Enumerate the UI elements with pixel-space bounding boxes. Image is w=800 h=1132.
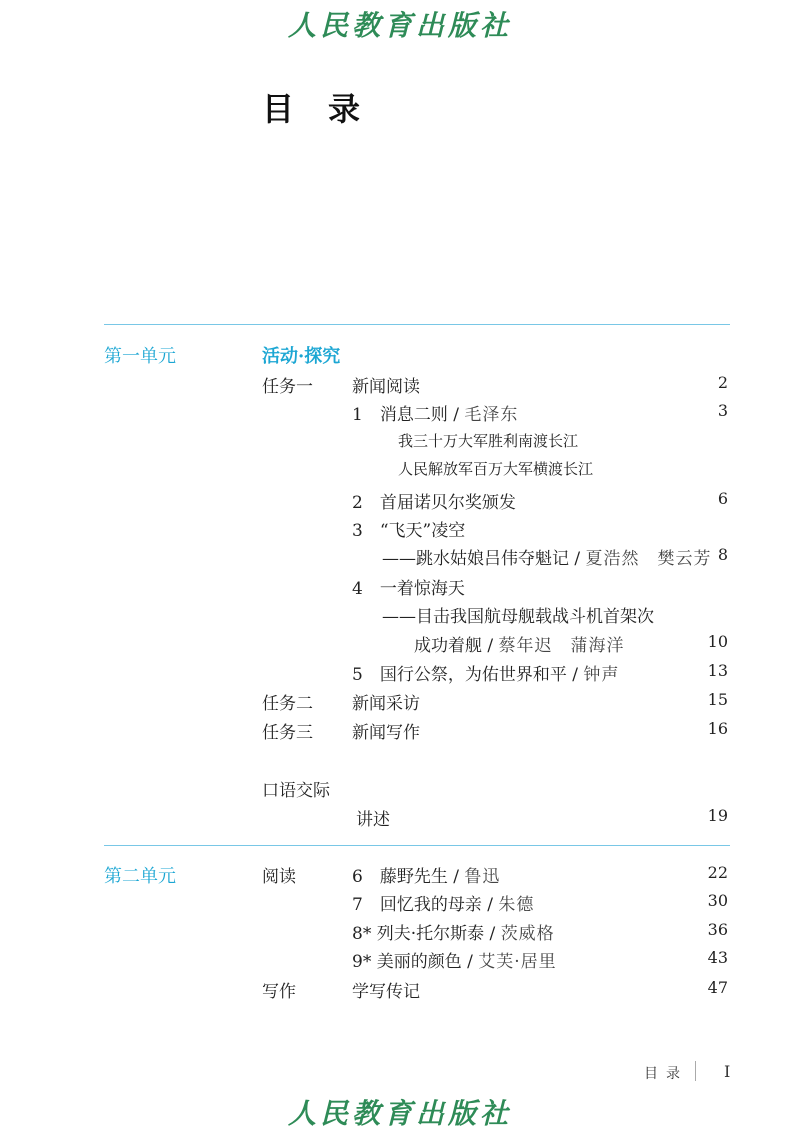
- lesson-author: 钟声: [583, 665, 620, 685]
- lesson-subtitle: ——目击我国航母舰载战斗机首架次: [382, 607, 654, 627]
- task-name: 新闻阅读: [352, 377, 420, 397]
- lesson-title: 国行公祭，为佑世界和平: [379, 665, 567, 685]
- page-number: 2: [717, 373, 728, 392]
- lesson-author: 夏浩然 樊云芳: [585, 549, 712, 569]
- lesson-entry: 5 国行公祭，为佑世界和平 / 钟声: [352, 665, 620, 685]
- lesson-title: 藤野先生: [379, 867, 448, 887]
- task-label: 任务一: [262, 377, 313, 397]
- lesson-author: 蔡年迟 蒲海洋: [498, 636, 625, 656]
- oral-name: 讲述: [356, 810, 390, 830]
- lesson-entry: [352, 516, 465, 541]
- lesson-author: 鲁迅: [464, 867, 501, 887]
- lesson-title: 列夫·托尔斯泰: [376, 924, 485, 944]
- task-name: 新闻采访: [352, 694, 420, 714]
- section-label: 写作: [262, 982, 296, 1002]
- lesson-entry: 1 消息二则 / 毛泽东: [352, 405, 519, 425]
- divider: [104, 324, 730, 325]
- lesson-subtitle: ——跳水姑娘吕伟夺魁记 / 夏浩然 樊云芳: [382, 549, 712, 569]
- page-number: 15: [707, 690, 728, 709]
- page-number: 13: [707, 661, 728, 680]
- lesson-number: 1: [352, 405, 363, 425]
- lesson-author: 茨威格: [500, 924, 555, 944]
- divider: [104, 845, 730, 846]
- lesson-subtitle: 成功着舰 / 蔡年迟 蒲海洋: [414, 636, 625, 656]
- page-number: 10: [707, 632, 728, 651]
- lesson-entry: 8* 列夫·托尔斯泰 / 茨威格: [352, 924, 555, 944]
- lesson-author: 毛泽东: [464, 405, 519, 425]
- lesson-title: “飞天”凌空: [379, 521, 466, 541]
- unit-label: 第二单元: [104, 866, 176, 887]
- footer-page-number: I: [724, 1062, 731, 1081]
- page-number: 43: [707, 948, 728, 967]
- lesson-number: 4: [352, 579, 363, 599]
- lesson-number: 3: [352, 521, 363, 541]
- page-number: 36: [707, 920, 728, 939]
- lesson-title: 消息二则: [379, 405, 448, 425]
- page-number: 19: [707, 806, 728, 825]
- lesson-number: 8*: [352, 924, 372, 944]
- page-number: 6: [717, 489, 728, 508]
- lesson-entry: 7 回忆我的母亲 / 朱德: [352, 895, 535, 915]
- lesson-title: 首届诺贝尔奖颁发: [379, 493, 516, 513]
- lesson-entry: 6 藤野先生 / 鲁迅: [352, 867, 501, 887]
- task-label: 任务三: [262, 723, 313, 743]
- task-name: 新闻写作: [352, 723, 420, 743]
- lesson-entry: [352, 574, 465, 599]
- sub-article: 人民解放军百万大军横渡长江: [398, 460, 594, 478]
- lesson-title: 美丽的颜色: [376, 952, 462, 972]
- publisher-logo-top: 人民教育出版社: [287, 9, 512, 42]
- lesson-number: 5: [352, 665, 363, 685]
- page-number: 16: [707, 719, 728, 738]
- lesson-entry: [352, 488, 516, 513]
- lesson-author: 艾芙·居里: [478, 952, 557, 972]
- lesson-title: 回忆我的母亲: [379, 895, 482, 915]
- page-number: 47: [707, 978, 728, 997]
- lesson-title: 一着惊海天: [379, 579, 465, 599]
- page-number: 3: [717, 401, 728, 420]
- footer-label: 目录: [644, 1066, 688, 1082]
- section-heading: 活动·探究: [262, 346, 341, 367]
- page-title: 目录: [262, 90, 395, 128]
- footer-divider: [695, 1061, 696, 1081]
- oral-label: 口语交际: [262, 781, 330, 801]
- task-label: 任务二: [262, 694, 313, 714]
- unit-label: 第一单元: [104, 346, 176, 367]
- page-number: 30: [707, 891, 728, 910]
- lesson-number: 2: [352, 493, 363, 513]
- lesson-entry: 9* 美丽的颜色 / 艾芙·居里: [352, 952, 557, 972]
- lesson-number: 6: [352, 867, 363, 887]
- page-number: 8: [717, 545, 728, 564]
- page-number: 22: [707, 863, 728, 882]
- task-name: 学写传记: [352, 982, 420, 1002]
- lesson-number: 9*: [352, 952, 372, 972]
- section-label: 阅读: [262, 867, 296, 887]
- publisher-logo-bottom: 人民教育出版社: [287, 1097, 512, 1130]
- sub-article: 我三十万大军胜利南渡长江: [398, 432, 579, 450]
- lesson-author: 朱德: [498, 895, 535, 915]
- lesson-number: 7: [352, 895, 363, 915]
